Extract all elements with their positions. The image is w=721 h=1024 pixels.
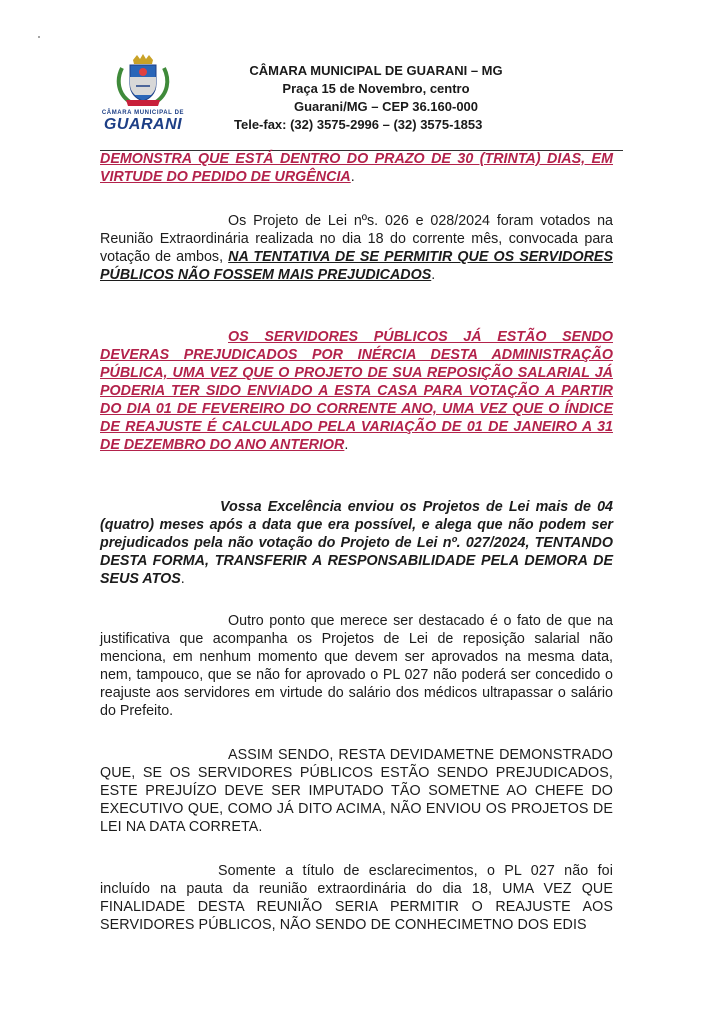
paragraph-text: Vossa Excelência enviou os Projetos de Lei mais de 04 (quatro) meses após a data que era possível, e alega que não podem ser prejudicados pela não votação do Projeto de Lei nº. 027/2024, TENTANDO DESTA FORMA, TRANSFERIR A RESPONSABILIDADE PELA DEMORA DE SEUS ATOS (100, 499, 613, 587)
scan-speck (38, 36, 40, 38)
letterhead-phone: Tele-fax: (32) 3575-2996 – (32) 3575-1853 (234, 117, 483, 132)
letterhead-title: CÂMARA MUNICIPAL DE GUARANI – MG (249, 63, 503, 78)
paragraph-6 (100, 746, 613, 836)
letterhead-address: Praça 15 de Novembro, centro (282, 81, 470, 96)
period: . (180, 571, 185, 587)
paragraph-4 (100, 498, 613, 588)
letterhead-city: Guarani/MG – CEP 36.160-000 (293, 99, 479, 114)
period: . (350, 169, 355, 185)
logo-caption: CÂMARA MUNICIPAL DE (101, 110, 185, 116)
emphasis-text: NA TENTATIVA DE SE PERMITIR QUE OS SERVIDORES PÚBLICOS NÃO FOSSEM MAIS PREJUDICADOS (100, 249, 613, 283)
paragraph-text: Somente a título de esclarecimentos, o PL 027 não foi incluído na pauta da reunião extraordinária do dia 18, UMA VEZ QUE FINALIDADE DESTA REUNIÃO SERIA PERMITIR O REAJUSTE AOS SERVIDORES PÚBLICOS, NÃO SENDO DE CONHECIMETNO DOS EDIS (100, 863, 613, 933)
period: . (344, 437, 349, 453)
highlight-text: OS SERVIDORES PÚBLICOS JÁ ESTÃO SENDO DEVERAS PREJUDICADOS POR INÉRCIA DESTA ADMINISTRAÇÃO PÚBLICA, UMA VEZ QUE O PROJETO DE SUA REPOSIÇÃO SALARIAL JÁ PODERIA TER SIDO ENVIADO A ESTA CASA PARA VOTAÇÃO A PARTIR DO DIA 01 DE FEVEREIRO DO CORRENTE ANO, UMA VEZ QUE O ÍNDICE DE REAJUSTE É CALCULADO PELA VARIAÇÃO DE 01 DE JANEIRO A 31 DE DEZEMBRO DO ANO ANTERIOR (100, 329, 613, 453)
paragraph-text: Os Projeto de Lei nºs. 026 e 028/2024 foram votados na Reunião Extraordinária realizada no dia 18 do corrente mês, convocada para votação de ambos, (100, 213, 613, 265)
paragraph-1 (100, 150, 613, 186)
paragraph-3 (100, 328, 613, 454)
paragraph-text: Outro ponto que merece ser destacado é o fato de que na justificativa que acompanha os Projetos de Lei de reposição salarial não menciona, em nenhum momento que devem ser aprovados na mesma data, nem, tampouco, que se não for aprovado o PL 027 não poderá ser concedido o reajuste aos servidores em virtude do salário dos médicos ultrapassar o salário do Prefeito. (100, 613, 613, 719)
logo-wordmark: GUARANI (103, 116, 183, 133)
highlight-text: DEMONSTRA QUE ESTÁ DENTRO DO PRAZO DE 30 (TRINTA) DIAS, EM VIRTUDE DO PEDIDO DE URGÊNCIA (100, 151, 613, 185)
municipal-logo (100, 54, 186, 136)
paragraph-2 (100, 212, 613, 284)
paragraph-5 (100, 612, 613, 720)
letterhead (226, 62, 526, 134)
paragraph-text: ASSIM SENDO, RESTA DEVIDAMETNE DEMONSTRADO QUE, SE OS SERVIDORES PÚBLICOS ESTÃO SENDO PREJUDICADOS, ESTE PREJUÍZO DEVE SER IMPUTADO TÃO SOMETNE AO CHEFE DO EXECUTIVO QUE, COMO JÁ DITO ACIMA, NÃO ENVIOU OS PROJETOS DE LEI NA DATA CORRETA. (100, 747, 613, 835)
paragraph-7 (100, 862, 613, 934)
coat-of-arms-icon (114, 54, 172, 108)
period: . (431, 267, 436, 283)
